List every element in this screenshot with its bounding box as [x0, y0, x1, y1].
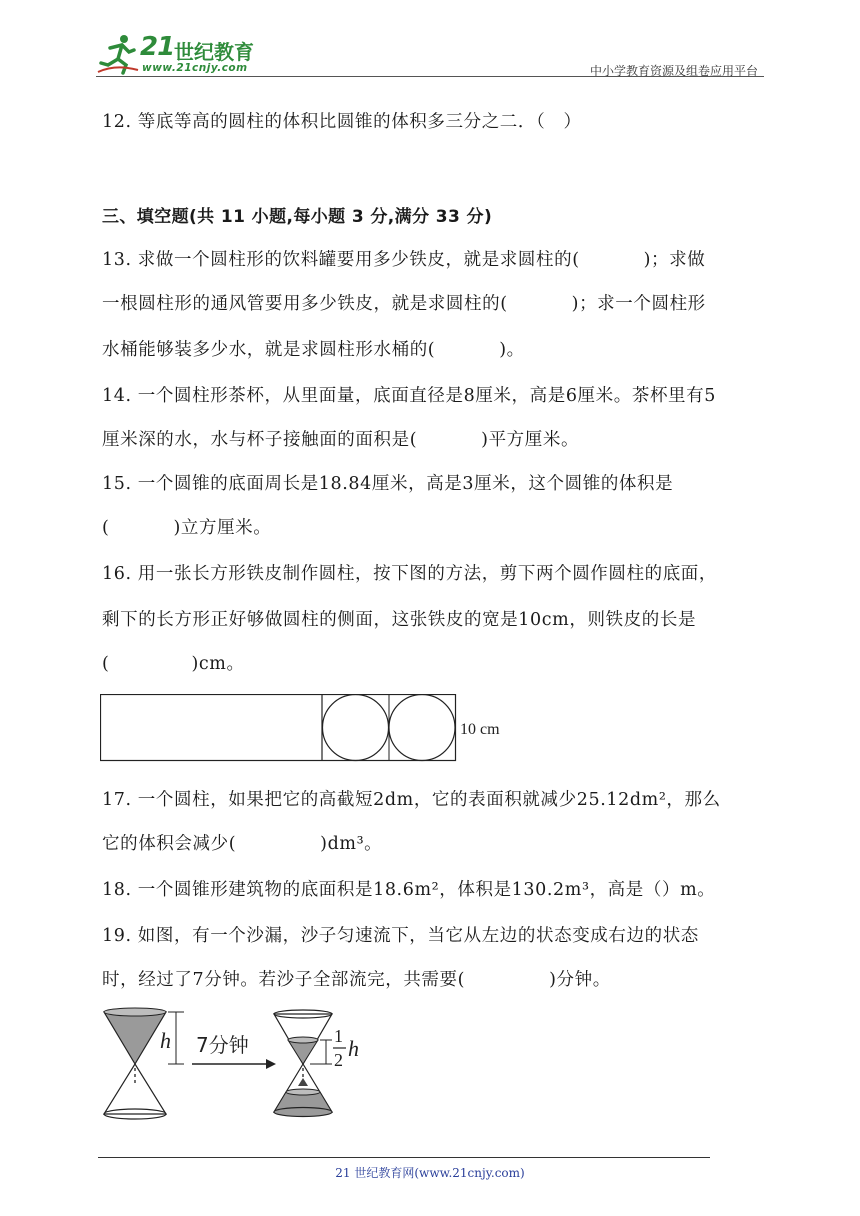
- left-hourglass: [104, 1008, 184, 1119]
- question-16-line-2: 剩下的长方形正好够做圆柱的侧面，这张铁皮的宽是10cm，则铁皮的长是: [102, 610, 697, 630]
- width-label: 10 cm: [460, 721, 500, 738]
- question-18: 18. 一个圆锥形建筑物的底面积是18.6m²，体积是130.2m³，高是（）m。: [102, 880, 716, 900]
- figure-19-hourglass-diagram: [100, 1006, 380, 1130]
- base-circle-2: [389, 695, 455, 761]
- question-13-text-1: 13. 求做一个圆柱形的饮料罐要用多少铁皮，就是求圆柱的(: [102, 250, 580, 270]
- question-16-text-3b: )cm。: [191, 654, 245, 674]
- page-header: [96, 30, 764, 80]
- question-17-line-1: 17. 一个圆柱，如果把它的高截短2dm，它的表面积就减少25.12dm²，那么: [102, 790, 721, 810]
- logo-url: www.21cnjy.com: [142, 62, 248, 74]
- question-15-line-1: 15. 一个圆锥的底面周长是18.84厘米，高是3厘米，这个圆锥的体积是: [102, 474, 674, 494]
- figure-16-sheet-diagram: [100, 694, 520, 770]
- question-13-line-1: [102, 246, 705, 271]
- fraction-variable: h: [348, 1036, 359, 1061]
- question-19-text-2: 时，经过了7分钟。若沙子全部流完，共需要(: [102, 970, 466, 990]
- question-13-text-1b: )；求做: [643, 250, 706, 270]
- base-circle-1: [323, 695, 389, 761]
- question-19-line-1: 19. 如图，有一个沙漏，沙子匀速流下，当它从左边的状态变成右边的状态: [102, 926, 699, 946]
- question-13-text-2: 一根圆柱形的通风管要用多少铁皮，就是求圆柱的(: [102, 294, 508, 314]
- question-14-line-1: 14. 一个圆柱形茶杯，从里面量，底面直径是8厘米，高是6厘米。茶杯里有5: [102, 386, 716, 406]
- question-17-line-2: [102, 830, 382, 855]
- question-17-text-2: 它的体积会减少(: [102, 834, 237, 854]
- question-13-text-3b: )。: [499, 340, 525, 360]
- h-label: h: [160, 1028, 171, 1053]
- question-15-text-2b: )立方厘米。: [173, 518, 272, 538]
- logo-number: 21: [140, 32, 175, 62]
- question-15-text-2: (: [102, 518, 110, 538]
- question-13-text-3: 水桶能够装多少水，就是求圆柱形水桶的(: [102, 340, 436, 360]
- question-19-text-2b: )分钟。: [549, 970, 611, 990]
- arrow-icon: [192, 1033, 276, 1069]
- question-14-line-2: [102, 426, 579, 451]
- question-13-text-2b: )；求一个圆柱形: [571, 294, 706, 314]
- runner-icon: [96, 32, 140, 76]
- question-16-line-1: 16. 用一张长方形铁皮制作圆柱，按下图的方法，剪下两个圆作圆柱的底面，: [102, 564, 717, 584]
- footer-divider: [98, 1157, 710, 1158]
- question-14-text-2b: )平方厘米。: [481, 430, 580, 450]
- site-logo[interactable]: [96, 30, 266, 78]
- question-14-text-2: 厘米深的水，水与杯子接触面的面积是(: [102, 430, 418, 450]
- question-16-line-3: [102, 650, 245, 675]
- right-hourglass: [274, 1010, 359, 1117]
- section-3-heading: 三、填空题(共 11 小题,每小题 3 分,满分 33 分): [102, 207, 493, 227]
- footer-text[interactable]: 21 世纪教育网(www.21cnjy.com): [335, 1166, 525, 1180]
- question-13-line-3: [102, 336, 525, 361]
- question-17-text-2b: )dm³。: [320, 834, 383, 854]
- fraction-denominator: 2: [334, 1050, 343, 1070]
- question-19-line-2: [102, 966, 611, 991]
- question-15-line-2: [102, 514, 271, 539]
- question-16-text-3: (: [102, 654, 110, 674]
- fraction-numerator: 1: [334, 1026, 343, 1046]
- arrow-label: 7分钟: [196, 1033, 249, 1057]
- question-12: 12. 等底等高的圆柱的体积比圆锥的体积多三分之二．（ ）: [102, 112, 582, 132]
- logo-text: 世纪教育: [174, 40, 254, 64]
- sheet-rectangle: [101, 695, 456, 761]
- question-13-line-2: [102, 290, 706, 315]
- header-platform-text: 中小学教育资源及组卷应用平台: [589, 64, 758, 78]
- header-divider: [96, 76, 764, 77]
